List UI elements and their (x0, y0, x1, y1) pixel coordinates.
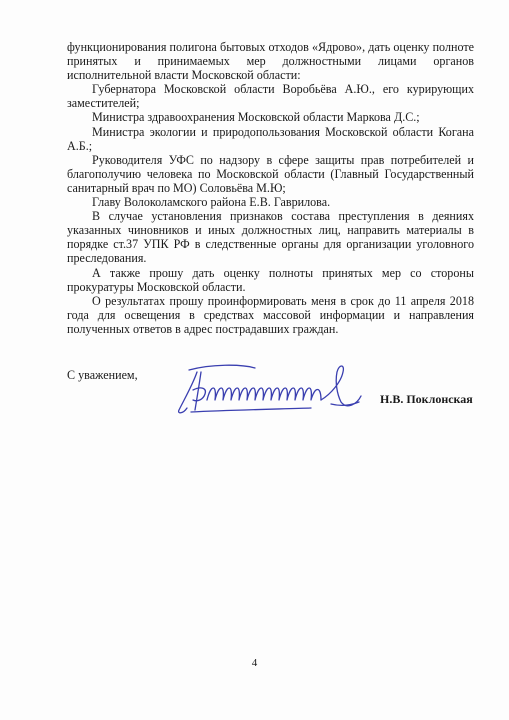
closing-phrase: С уважением, (67, 368, 138, 382)
paragraph-intro: функционирования полигона бытовых отходов «Ядрово», дать оценку полноте принятых и принимаемых мер должностными лицами органов исполнительной власти Московской области: (67, 40, 474, 83)
signer-name: Н.В. Поклонская (380, 392, 473, 406)
paragraph-criminal-referral: В случае установления признаков состава преступления в деяниях указанных чиновников и иных должностных лиц, направить материалы в порядке ст.37 УПК РФ в следственные органы для организации уголовного преследования. (67, 209, 474, 266)
page-number: 4 (251, 657, 258, 669)
paragraph-ecology-minister: Министра экологии и природопользования Московской области Когана А.Б.; (67, 124, 474, 153)
handwritten-signature (171, 360, 371, 418)
paragraph-rospotrebnadzor-head: Руководителя УФС по надзору в сфере защиты прав потребителей и благополучию человека по Московской области (Главный Государственный санитарный врач по МО) Соловьёва М.Ю; (67, 152, 474, 195)
paragraph-prosecution-assessment: А также прошу дать оценку полноты принятых мер со стороны прокуратуры Московской области. (67, 265, 474, 294)
paragraph-governor: Губернатора Московской области Воробьёва А.Ю., его курирующих заместителей; (67, 82, 474, 111)
paragraph-deadline: О результатах прошу проинформировать меня в срок до 11 апреля 2018 года для освещения в средствах массовой информации и направления полученных ответов в адрес пострадавших граждан. (67, 293, 474, 336)
signature-block (67, 366, 487, 426)
paragraph-district-head: Главу Волоколамского района Е.В. Гаврилова. (92, 195, 331, 210)
paragraph-health-minister: Министра здравоохранения Московской области Маркова Д.С.; (92, 110, 420, 125)
letter-body (67, 40, 474, 336)
